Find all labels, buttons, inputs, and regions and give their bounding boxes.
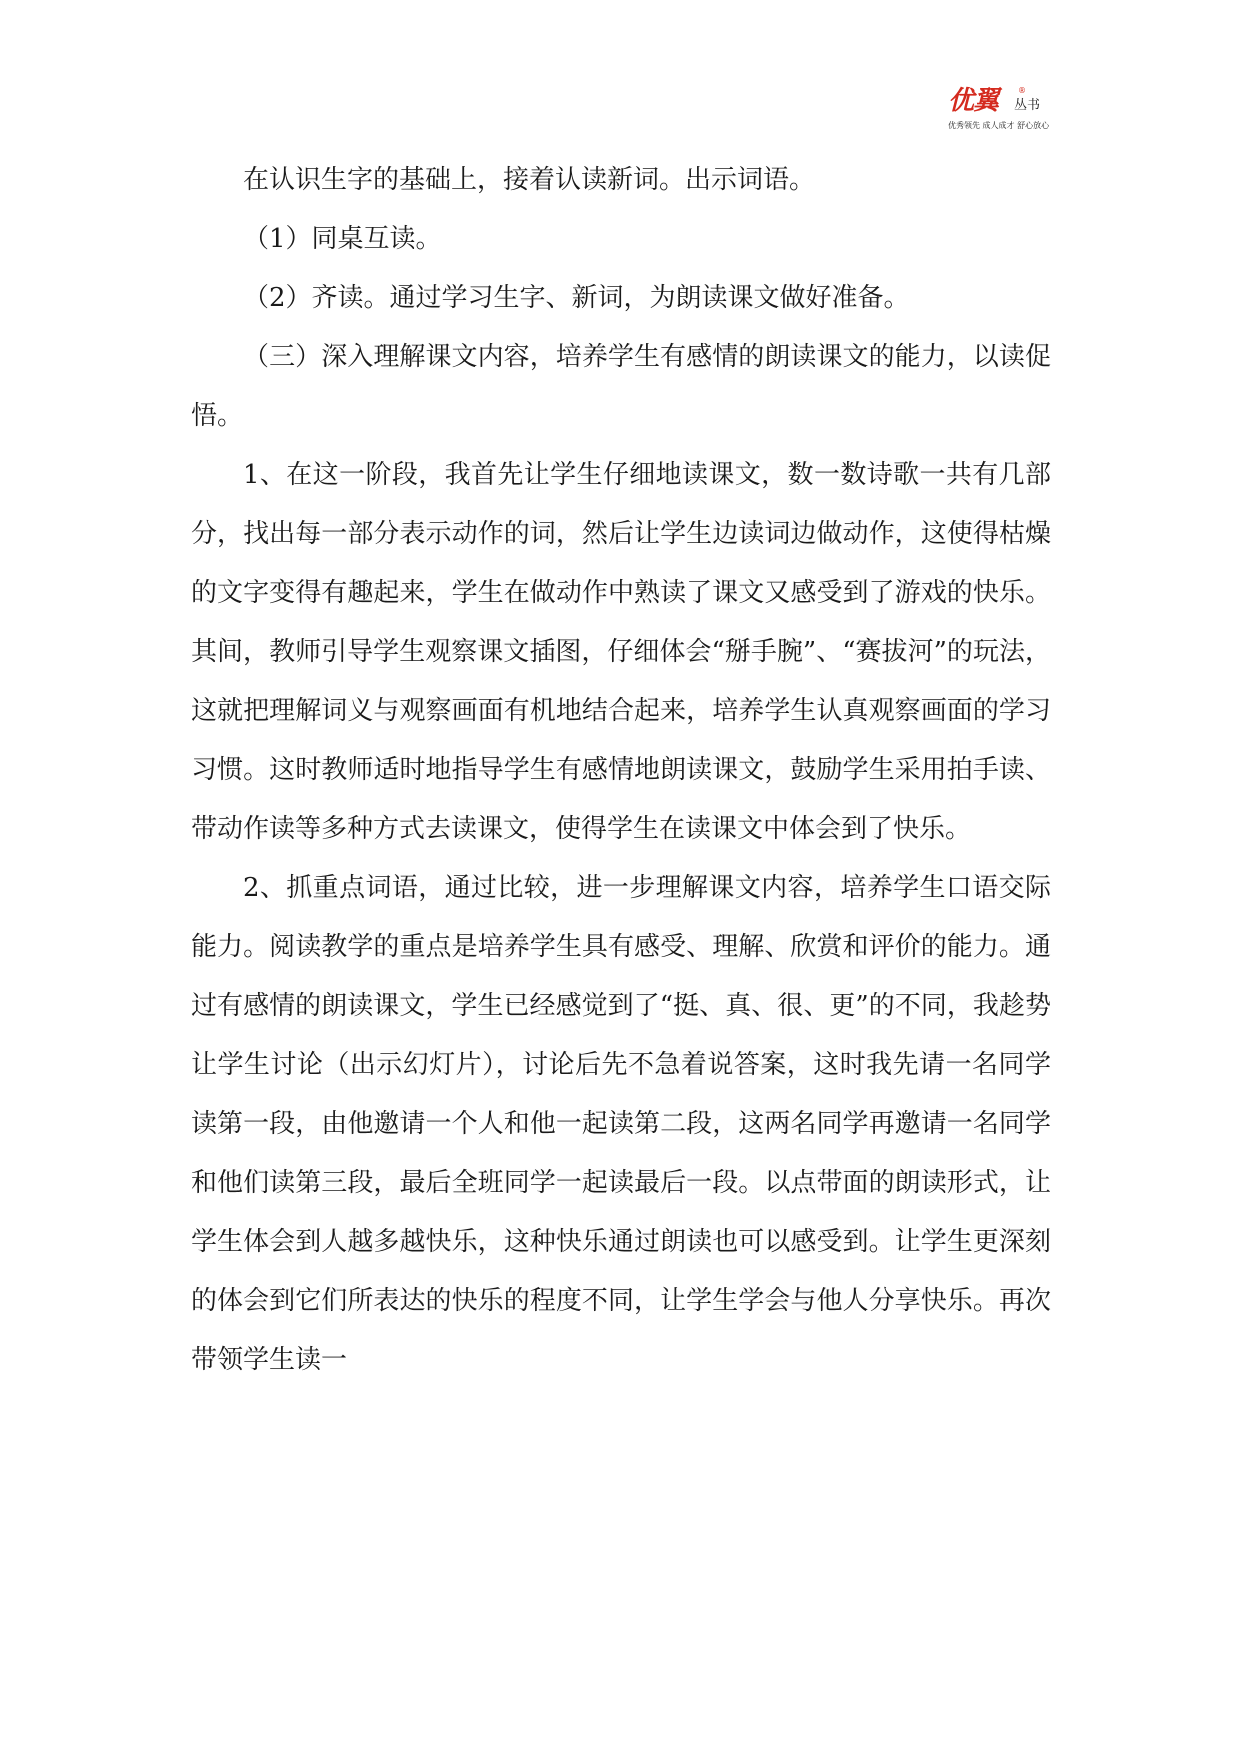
paragraph-new-words: 在认识生字的基础上，接着认读新词。出示词语。 [243, 165, 816, 195]
logo-series-label: 丛书 [1014, 98, 1041, 113]
section-heading-understanding: （三）深入理解课文内容，培养学生有感情的朗读课文的能力，以读促悟。 [191, 342, 1051, 431]
logo-tagline: 优秀领先 成人成才 舒心放心 [948, 121, 1050, 130]
logo-wordmark: 优翼 [948, 86, 999, 116]
document-body [191, 151, 1051, 1390]
logo-registered-mark: ® [1018, 86, 1026, 95]
paragraph-group-reading: （2）齐读。通过学习生字、新词，为朗读课文做好准备。 [243, 283, 910, 313]
paragraph-point-1: 1、在这一阶段，我首先让学生仔细地读课文，数一数诗歌一共有几部分，找出每一部分表示动作的词，然后让学生边读词边做动作，这使得枯燥的文字变得有趣起来，学生在做动作中熟读了课文又感受到了游戏的快乐。其间，教师引导学生观察课文插图，仔细体会“掰手腕”、“赛拔河”的玩法，这就把理解词义与观察画面有机地结合起来，培养学生认真观察画面的学习习惯。这时教师适时地指导学生有感情地朗读课文，鼓励学生采用拍手读、带动作读等多种方式去读课文，使得学生在读课文中体会到了快乐。 [191, 460, 1051, 844]
brand-logo [948, 86, 1068, 138]
paragraph-partner-reading: （1）同桌互读。 [243, 224, 442, 254]
paragraph-point-2: 2、抓重点词语，通过比较，进一步理解课文内容，培养学生口语交际能力。阅读教学的重点是培养学生具有感受、理解、欣赏和评价的能力。通过有感情的朗读课文，学生已经感觉到了“挺、真、很、更”的不同，我趁势让学生讨论（出示幻灯片），讨论后先不急着说答案，这时我先请一名同学读第一段，由他邀请一个人和他一起读第二段，这两名同学再邀请一名同学和他们读第三段，最后全班同学一起读最后一段。以点带面的朗读形式，让学生体会到人越多越快乐，这种快乐通过朗读也可以感受到。让学生更深刻的体会到它们所表达的快乐的程度不同，让学生学会与他人分享快乐。再次带领学生读一 [191, 873, 1051, 1375]
